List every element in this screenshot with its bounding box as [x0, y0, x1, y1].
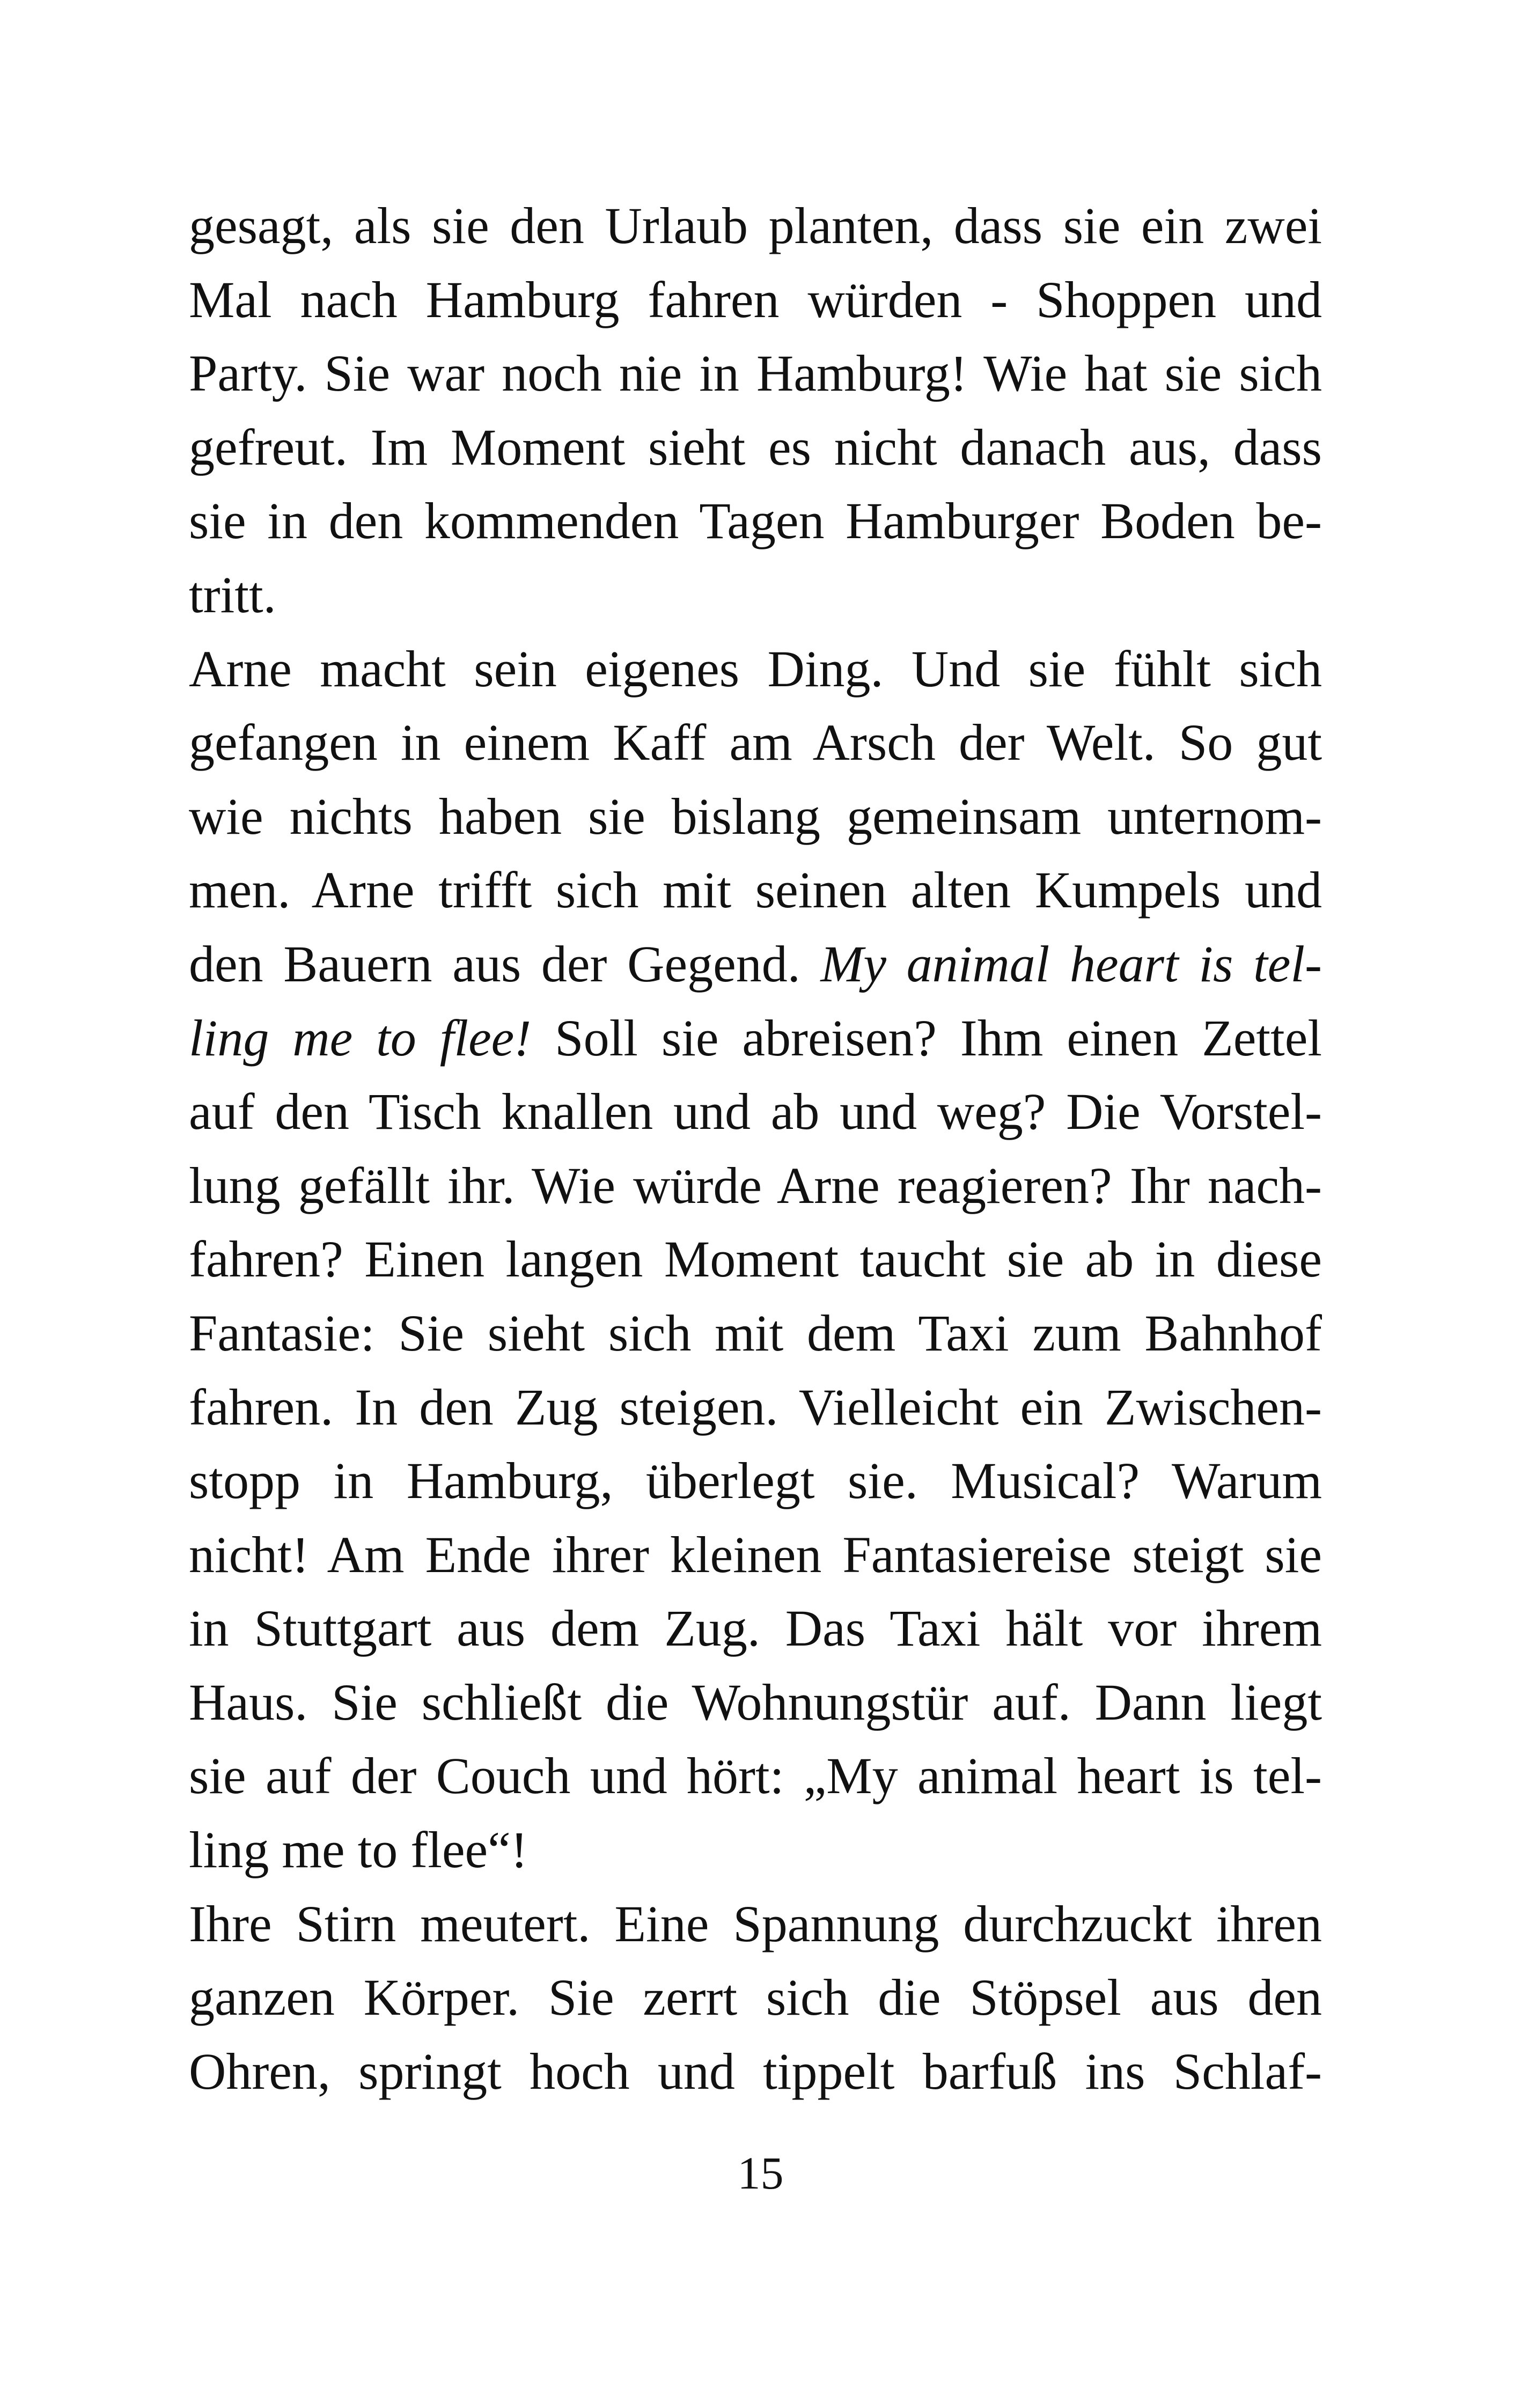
italic-quote: ling me to flee!: [189, 1009, 532, 1067]
text-line: [189, 1370, 1322, 1444]
text-span: ling me to flee“!: [189, 1821, 528, 1879]
text-line: [189, 1739, 1322, 1813]
text-line: [189, 1813, 1322, 1887]
text-line: [189, 263, 1322, 337]
text-line: [189, 1001, 1322, 1075]
page-number: 15: [737, 2147, 784, 2199]
text-line: [189, 706, 1322, 780]
text-line: [189, 1444, 1322, 1518]
text-line: [189, 927, 1322, 1001]
text-span: Ihre Stirn meutert. Eine Spannung durchzuckt ihren: [189, 1895, 1322, 1952]
text-span: ganzen Körper. Sie zerrt sich die Stöpsel aus den: [189, 1969, 1322, 2027]
text-line: [189, 1961, 1322, 2035]
text-span: wie nichts haben sie bislang gemeinsam unternom-: [189, 787, 1322, 845]
text-span: auf den Tisch knallen und ab und weg? Die Vorstel-: [189, 1083, 1322, 1141]
text-span: gefreut. Im Moment sieht es nicht danach aus, dass: [189, 418, 1322, 476]
text-span: sie in den kommenden Tagen Hamburger Boden be-: [189, 492, 1322, 550]
text-line: [189, 558, 1322, 632]
text-span: gefangen in einem Kaff am Arsch der Welt. So gut: [189, 714, 1322, 772]
text-line: [189, 1665, 1322, 1739]
text-span: Arne macht sein eigenes Ding. Und sie fühlt sich: [189, 640, 1322, 698]
text-span: nicht! Am Ende ihrer kleinen Fantasiereise steigt sie: [189, 1525, 1322, 1583]
text-span: in Stuttgart aus dem Zug. Das Taxi hält vor ihrem: [189, 1599, 1322, 1657]
text-line: [189, 1222, 1322, 1296]
text-line: [189, 780, 1322, 854]
text-line: [189, 1518, 1322, 1592]
text-span: stopp in Hamburg, überlegt sie. Musical? Warum: [189, 1452, 1322, 1510]
italic-quote: My animal heart is tel-: [820, 935, 1322, 993]
text-line: [189, 1296, 1322, 1370]
text-line: [189, 410, 1322, 484]
text-span: Haus. Sie schließt die Wohnungstür auf. Dann liegt: [189, 1673, 1322, 1731]
text-line: [189, 1887, 1322, 1961]
text-span: Mal nach Hamburg fahren würden - Shoppen und: [189, 270, 1322, 328]
paragraph: [189, 189, 1322, 632]
text-line: [189, 632, 1322, 706]
text-span: Ohren, springt hoch und tippelt barfuß ins Schlaf-: [189, 2042, 1322, 2100]
paragraph: [189, 1887, 1322, 2109]
text-span: Fantasie: Sie sieht sich mit dem Taxi zum Bahnhof: [189, 1304, 1322, 1362]
text-span: sie auf der Couch und hört: „My animal heart is tel-: [189, 1747, 1322, 1805]
paragraph: [189, 632, 1322, 1887]
text-line: [189, 2035, 1322, 2109]
text-span: Party. Sie war noch nie in Hamburg! Wie hat sie sich: [189, 344, 1322, 402]
text-line: [189, 189, 1322, 263]
text-line: [189, 1591, 1322, 1665]
text-span: fahren. In den Zug steigen. Vielleicht ein Zwischen-: [189, 1378, 1322, 1436]
text-line: [189, 484, 1322, 558]
text-span: lung gefällt ihr. Wie würde Arne reagieren? Ihr nach-: [189, 1156, 1322, 1214]
text-line: [189, 853, 1322, 927]
text-line: [189, 1075, 1322, 1149]
text-line: [189, 336, 1322, 410]
text-span: gesagt, als sie den Urlaub planten, dass sie ein zwei: [189, 197, 1322, 254]
text-span: fahren? Einen langen Moment taucht sie ab in diese: [189, 1230, 1322, 1288]
body-text: [189, 189, 1322, 2108]
text-span: men. Arne trifft sich mit seinen alten Kumpels und: [189, 861, 1322, 919]
text-span: den Bauern aus der Gegend.: [189, 935, 821, 993]
text-line: [189, 1149, 1322, 1223]
text-span: Soll sie abreisen? Ihm einen Zettel: [531, 1009, 1322, 1067]
text-span: tritt.: [189, 566, 276, 623]
